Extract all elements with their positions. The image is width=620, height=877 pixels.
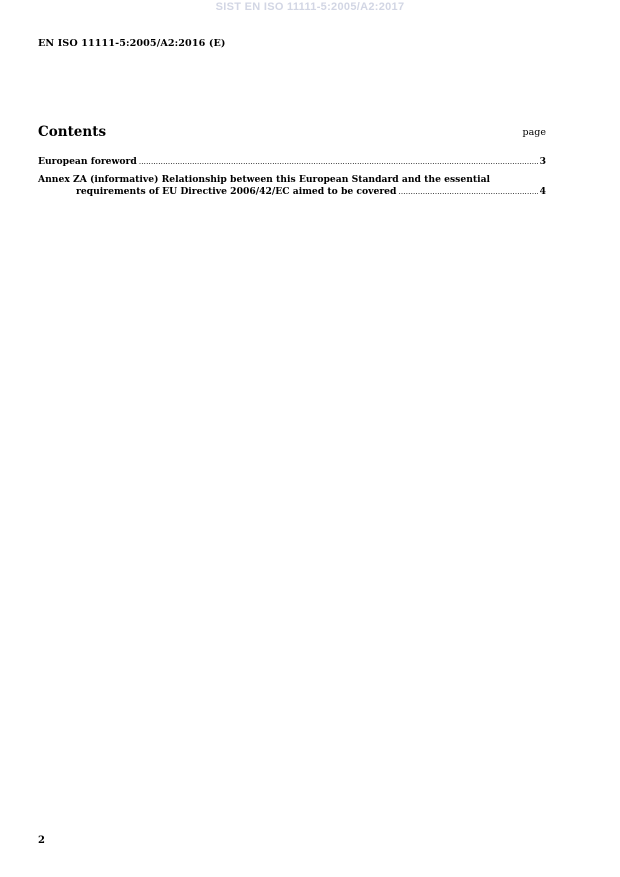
contents-heading: Contents — [38, 124, 107, 140]
toc-entry-annex-za[interactable] — [38, 174, 546, 198]
toc-entry-page: 3 — [539, 156, 546, 167]
page-number: 2 — [38, 835, 45, 846]
toc-entry-european-foreword[interactable] — [38, 156, 546, 168]
dot-leader — [398, 186, 537, 198]
document-identifier: EN ISO 11111-5:2005/A2:2016 (E) — [38, 38, 226, 49]
toc-entry-title-line-2[interactable]: requirements of EU Directive 2006/42/EC aimed to be covered — [76, 186, 397, 197]
watermark: SIST EN ISO 11111-5:2005/A2:2017 — [215, 1, 405, 13]
toc-entry-title-line-1[interactable]: Annex ZA (informative) Relationship between this European Standard and the essential — [38, 174, 491, 185]
page-column-label: page — [522, 127, 546, 138]
table-of-contents — [38, 156, 546, 204]
toc-entry-title[interactable]: European foreword — [38, 156, 137, 167]
dot-leader — [139, 156, 538, 168]
toc-entry-page: 4 — [539, 186, 546, 197]
